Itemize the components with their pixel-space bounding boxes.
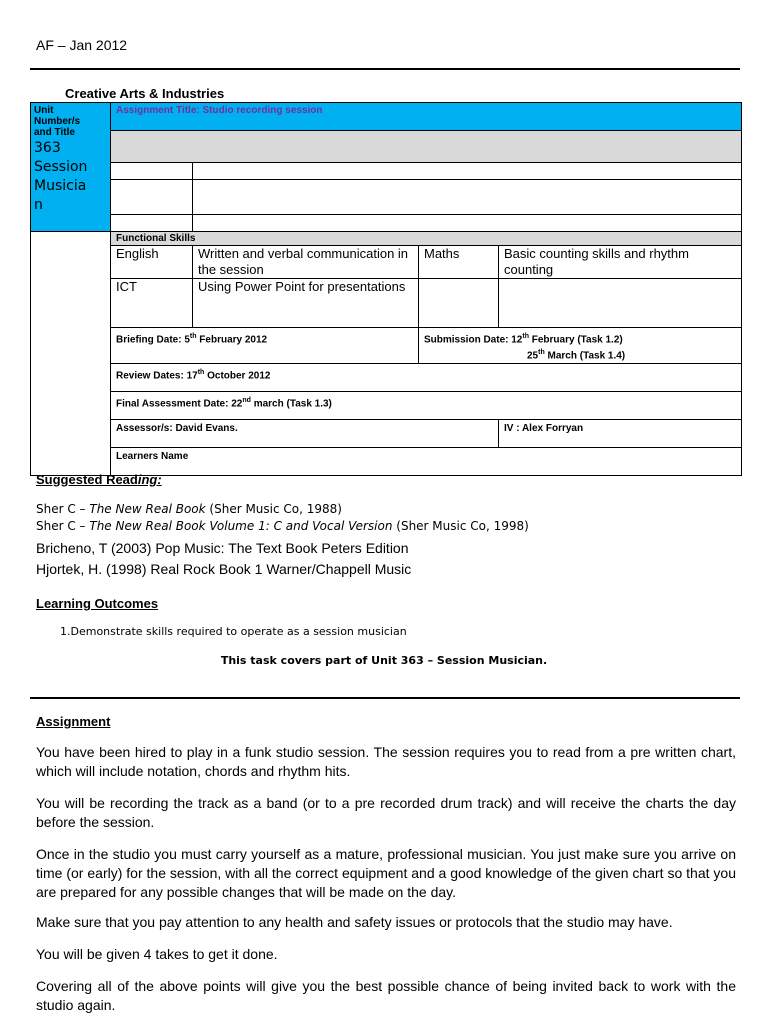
assignment-form-table xyxy=(30,102,742,476)
empty-cell xyxy=(111,215,193,232)
briefing-date: Briefing Date: 5th February 2012 xyxy=(111,328,419,364)
assignment-paragraph: You will be recording the track as a band (or to a pre recorded drum track) and will receive the charts the day before the session. xyxy=(36,795,736,830)
assignment-paragraph: Covering all of the above points will give you the best possible chance of being invited back to work with the studio again. xyxy=(36,978,736,1013)
ict-description: Using Power Point for presentations xyxy=(193,279,419,328)
ict-label: ICT xyxy=(111,279,193,328)
learning-outcomes-heading: Learning Outcomes xyxy=(36,596,159,611)
empty-cell xyxy=(111,163,193,180)
empty-cell xyxy=(193,163,742,180)
maths-label: Maths xyxy=(419,246,499,279)
spacer-cell xyxy=(31,419,111,447)
english-label: English xyxy=(111,246,193,279)
spacer-cell xyxy=(31,363,111,391)
spacer-cell xyxy=(31,447,111,475)
reading-item: Bricheno, T (2003) Pop Music: The Text Book Peters Edition xyxy=(36,540,409,556)
spacer-cell xyxy=(31,232,111,246)
spacer-cell xyxy=(31,246,111,279)
unit-number-cell xyxy=(31,103,111,232)
learners-name: Learners Name xyxy=(111,447,742,475)
assignment-paragraph: Make sure that you pay attention to any health and safety issues or protocols that the studio may have. xyxy=(36,914,673,930)
learning-outcome-item: 1.Demonstrate skills required to operate as a session musician xyxy=(60,625,407,638)
assignment-paragraph: You will be given 4 takes to get it done. xyxy=(36,946,278,962)
reading-item: Sher C – The New Real Book (Sher Music Co, 1988) xyxy=(36,502,342,516)
unit-coverage-note: This task covers part of Unit 363 – Session Musician. xyxy=(220,654,548,667)
reading-item: Sher C – The New Real Book Volume 1: C and Vocal Version (Sher Music Co, 1998) xyxy=(36,519,529,533)
document-reference: AF – Jan 2012 xyxy=(36,37,128,53)
assessor: Assessor/s: David Evans. xyxy=(111,419,499,447)
grey-row xyxy=(111,131,742,163)
assignment-paragraph: You have been hired to play in a funk studio session. The session requires you to read from a pre written chart, which will include notation, chords and rhythm hits. xyxy=(36,744,736,779)
functional-skills-heading: Functional Skills xyxy=(111,232,742,246)
empty-cell xyxy=(111,180,193,215)
maths-description: Basic counting skills and rhythm counting xyxy=(499,246,742,279)
internal-verifier: IV : Alex Forryan xyxy=(499,419,742,447)
spacer-cell xyxy=(31,279,111,328)
english-description: Written and verbal communication in the session xyxy=(193,246,419,279)
assignment-paragraph: Once in the studio you must carry yourself as a mature, professional musician. You just make sure you arrive on time (or early) for the session, with all the correct equipment and a good knowledge of the given chart so that you are prepared for any possible changes that will be made on the day. xyxy=(36,846,736,900)
empty-cell xyxy=(193,215,742,232)
spacer-cell xyxy=(31,328,111,364)
section-rule xyxy=(30,697,740,699)
empty-cell xyxy=(193,180,742,215)
spacer-cell xyxy=(31,391,111,419)
header-rule xyxy=(30,68,740,70)
empty-cell xyxy=(499,279,742,328)
unit-number-label: Unit Number/s and Title xyxy=(34,105,81,138)
assignment-heading: Assignment xyxy=(36,714,111,729)
submission-date: Submission Date: 12th February (Task 1.2) 25th March (Task 1.4) xyxy=(419,328,742,364)
reading-item: Hjortek, H. (1998) Real Rock Book 1 Warner/Chappell Music xyxy=(36,561,412,577)
unit-number-value: 363 Session Musicia n xyxy=(34,140,88,213)
review-dates: Review Dates: 17th October 2012 xyxy=(111,363,742,391)
department-title: Creative Arts & Industries xyxy=(65,86,225,101)
empty-cell xyxy=(419,279,499,328)
suggested-reading-heading: Suggested Reading: xyxy=(36,472,162,487)
assignment-title: Assignment Title: Studio recording session xyxy=(111,103,742,131)
final-assessment-date: Final Assessment Date: 22nd march (Task 1.3) xyxy=(111,391,742,419)
